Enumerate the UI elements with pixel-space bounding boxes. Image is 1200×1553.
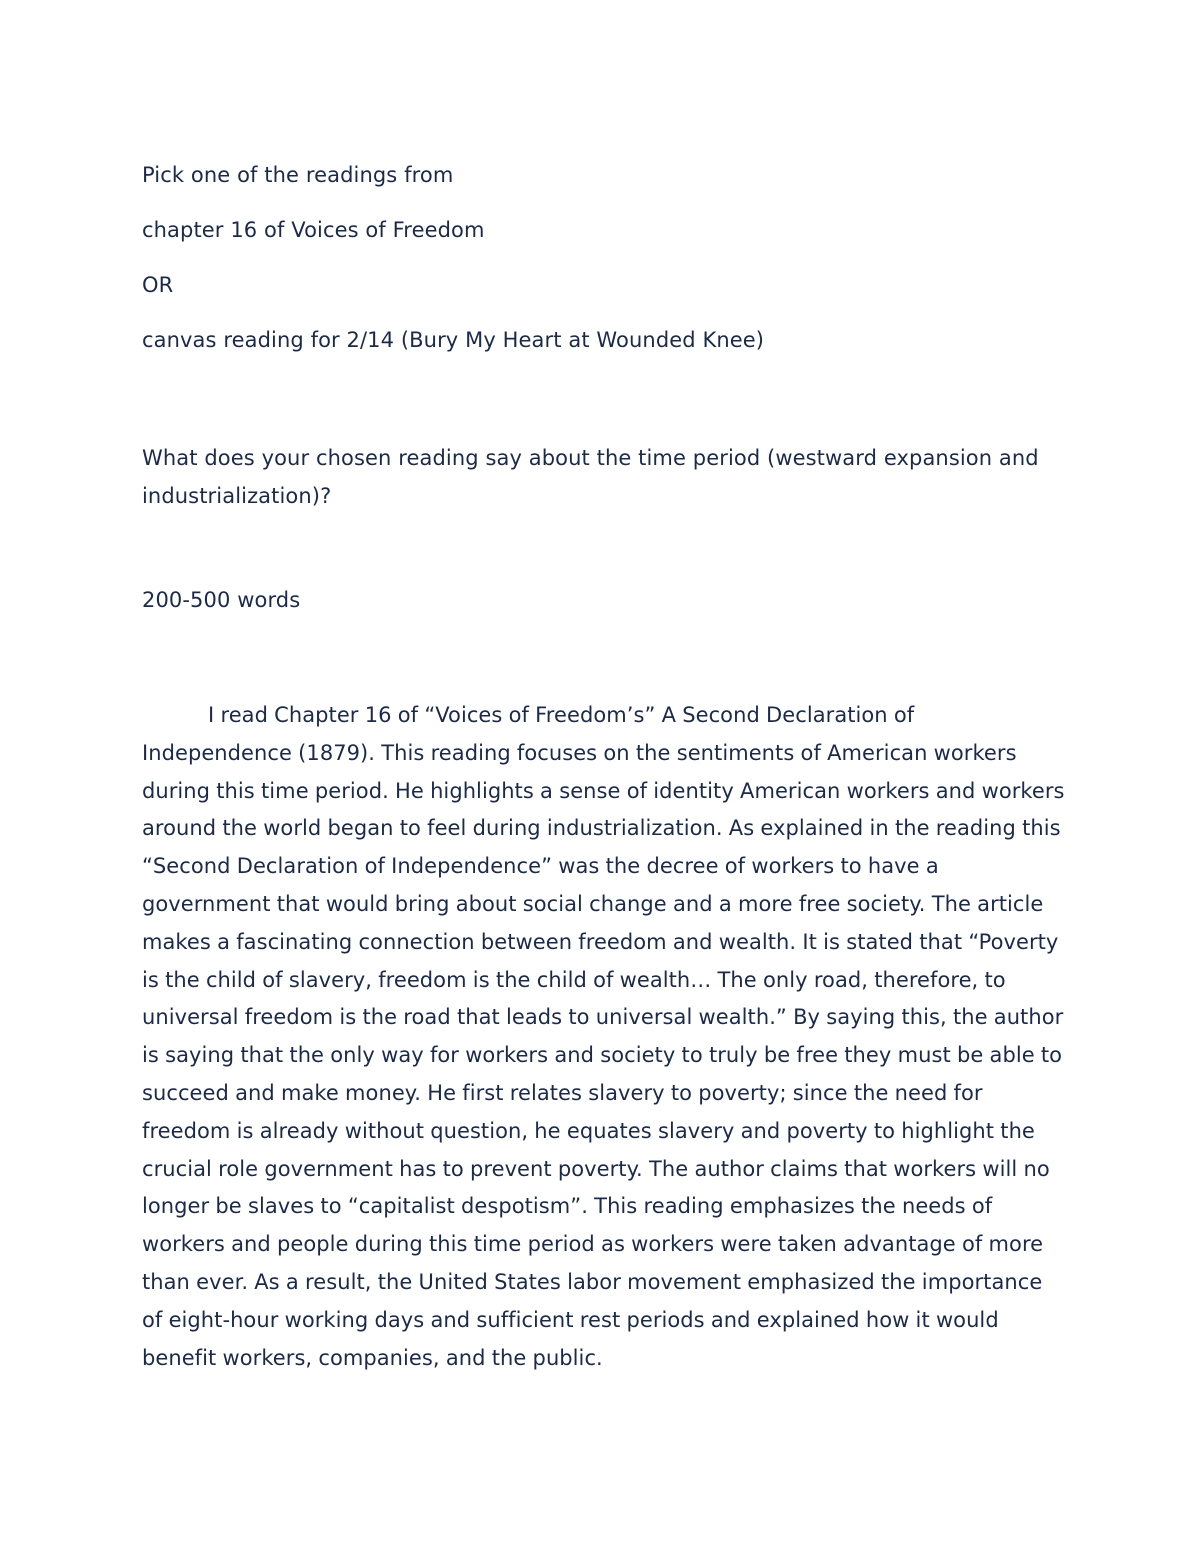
prompt-question: What does your chosen reading say about the time period (westward expansion and industrialization)? xyxy=(142,446,1039,508)
prompt-line-pick-reading: Pick one of the readings from xyxy=(142,163,454,187)
word-count-requirement: 200-500 words xyxy=(142,588,301,612)
prompt-line-or: OR xyxy=(142,273,174,297)
prompt-line-chapter: chapter 16 of Voices of Freedom xyxy=(142,218,485,242)
essay-paragraph: I read Chapter 16 of “Voices of Freedom’s” A Second Declaration of Independence (1879). This reading focuses on the sentiments of American workers during this time period. He highlights a sense of identity American workers and workers around the world began to feel during industrialization. As explained in the reading this “Second Declaration of Independence” was the decree of workers to have a government that would bring about social change and a more free society. The article makes a fascinating connection between freedom and wealth. It is stated that “Poverty is the child of slavery, freedom is the child of wealth… The only road, therefore, to universal freedom is the road that leads to universal wealth.” By saying this, the author is saying that the only way for workers and society to truly be free they must be able to succeed and make money. He first relates slavery to poverty; since the need for freedom is already without question, he equates slavery and poverty to highlight the crucial role government has to prevent poverty. The author claims that workers will no longer be slaves to “capitalist despotism”. This reading emphasizes the needs of workers and people during this time period as workers were taken advantage of more than ever. As a result, the United States labor movement emphasized the importance of eight-hour working days and sufficient rest periods and explained how it would benefit workers, companies, and the public. xyxy=(142,703,1065,1370)
prompt-line-canvas-reading: canvas reading for 2/14 (Bury My Heart at Wounded Knee) xyxy=(142,328,765,352)
